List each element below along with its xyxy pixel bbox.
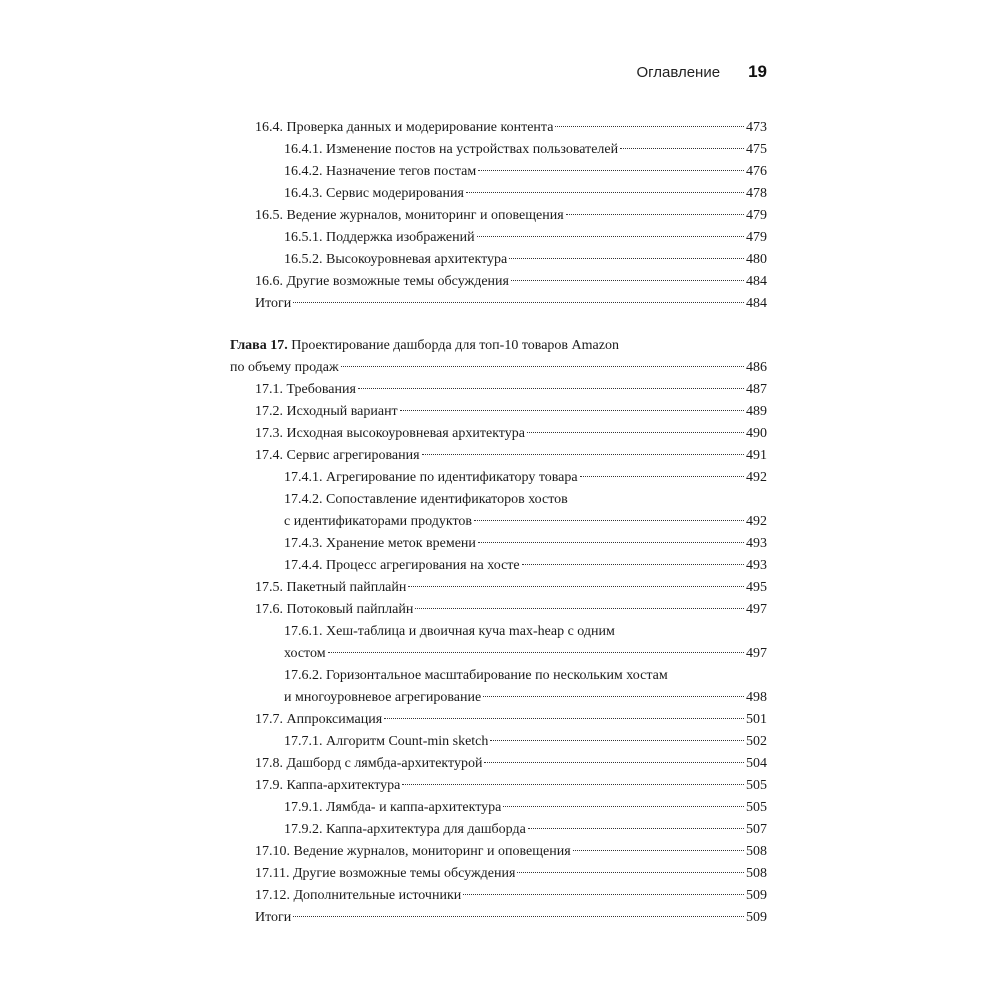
dot-leader <box>408 586 744 587</box>
dot-leader <box>490 740 744 741</box>
toc-entry-text: и многоуровневое агрегирование <box>284 690 482 705</box>
toc-entry[interactable] <box>230 775 767 797</box>
toc-entry[interactable] <box>230 205 767 227</box>
toc-entry-text: 16.5.2. Высокоуровневая архитектура <box>284 252 508 267</box>
toc-page-number: 501 <box>746 712 767 727</box>
toc-entry[interactable] <box>230 885 767 907</box>
toc-gap <box>230 315 767 335</box>
toc-entry-text: 17.4.3. Хранение меток времени <box>284 536 476 551</box>
toc-page-number: 509 <box>746 888 767 903</box>
toc-page-number: 509 <box>746 910 767 925</box>
dot-leader <box>415 608 744 609</box>
toc-page-number: 492 <box>746 514 767 529</box>
toc-entry[interactable] <box>230 819 767 841</box>
toc-entry[interactable] <box>230 841 767 863</box>
toc-page-number: 497 <box>746 646 767 661</box>
toc-entry-text: 17.4.1. Агрегирование по идентификатору товара <box>284 470 578 485</box>
toc-entry[interactable] <box>230 227 767 249</box>
toc-entry-text: 17.3. Исходная высокоуровневая архитектура <box>255 426 525 441</box>
toc-entry[interactable] <box>230 555 767 577</box>
toc-entry-text: 17.8. Дашборд с лямбда-архитектурой <box>255 756 483 771</box>
dot-leader <box>478 170 744 171</box>
toc-entry[interactable] <box>230 139 767 161</box>
toc-group-17b <box>230 533 767 621</box>
dot-leader <box>463 894 744 895</box>
toc-entry-text: 17.7.1. Алгоритм Count-min sketch <box>284 734 489 749</box>
dot-leader <box>503 806 744 807</box>
toc-page-number: 492 <box>746 470 767 485</box>
toc-group-17a <box>230 379 767 489</box>
toc-entry[interactable] <box>230 467 767 489</box>
toc-entry-text: 17.9.2. Каппа-архитектура для дашборда <box>284 822 526 837</box>
toc-entry-text: 16.4.1. Изменение постов на устройствах пользователей <box>284 142 619 157</box>
toc-entry[interactable] <box>230 445 767 467</box>
table-of-contents <box>230 117 767 929</box>
toc-entry-text: хостом <box>284 646 326 661</box>
toc-entry-text: 17.11. Другие возможные темы обсуждения <box>255 866 516 881</box>
toc-page-number: 505 <box>746 800 767 815</box>
toc-page-number: 478 <box>746 186 767 201</box>
toc-page-number: 484 <box>746 274 767 289</box>
toc-entry-text: с идентификаторами продуктов <box>284 514 473 529</box>
toc-entry-text: 17.12. Дополнительные источники <box>255 888 462 903</box>
chapter-title-line2: по объему продаж <box>230 360 339 375</box>
dot-leader <box>522 564 744 565</box>
toc-entry-17-4-2[interactable] <box>230 489 767 533</box>
dot-leader <box>580 476 744 477</box>
dot-leader <box>573 850 744 851</box>
dot-leader <box>293 302 744 303</box>
toc-page-number: 484 <box>746 296 767 311</box>
toc-entry[interactable] <box>230 863 767 885</box>
toc-group-17c <box>230 709 767 929</box>
toc-group-chapter-16 <box>230 117 767 315</box>
toc-entry[interactable] <box>230 161 767 183</box>
toc-entry-text: 17.5. Пакетный пайплайн <box>255 580 407 595</box>
toc-entry[interactable] <box>230 731 767 753</box>
toc-page-number: 495 <box>746 580 767 595</box>
toc-entry[interactable] <box>230 709 767 731</box>
toc-page-number: 479 <box>746 230 767 245</box>
toc-entry-line1: 17.4.2. Сопоставление идентификаторов хостов <box>284 492 568 507</box>
dot-leader <box>517 872 744 873</box>
toc-entry[interactable] <box>230 379 767 401</box>
chapter-title-line1: Проектирование дашборда для топ-10 товаров Amazon <box>291 338 619 353</box>
toc-entry-text: 17.9.1. Лямбда- и каппа-архитектура <box>284 800 502 815</box>
dot-leader <box>511 280 744 281</box>
toc-page-number: 479 <box>746 208 767 223</box>
dot-leader <box>341 366 744 367</box>
toc-page-number: 498 <box>746 690 767 705</box>
toc-chapter-17[interactable] <box>230 335 767 379</box>
toc-page-number: 490 <box>746 426 767 441</box>
toc-entry[interactable] <box>230 577 767 599</box>
toc-entry[interactable] <box>230 533 767 555</box>
dot-leader <box>328 652 744 653</box>
dot-leader <box>400 410 744 411</box>
toc-entry[interactable] <box>230 249 767 271</box>
toc-entry-text: 17.7. Аппроксимация <box>255 712 383 727</box>
toc-entry-line2 <box>230 687 767 709</box>
dot-leader <box>293 916 744 917</box>
toc-entry-line1: 17.6.2. Горизонтальное масштабирование по нескольким хостам <box>284 668 668 683</box>
toc-chapter-17-line2 <box>230 357 767 379</box>
dot-leader <box>509 258 744 259</box>
toc-page-number: 480 <box>746 252 767 267</box>
page-number: 19 <box>748 62 767 81</box>
toc-page-number: 486 <box>746 360 767 375</box>
toc-entry-text: 17.9. Каппа-архитектура <box>255 778 401 793</box>
toc-entry[interactable] <box>230 401 767 423</box>
toc-entry-text: Итоги <box>255 910 292 925</box>
toc-page-number: 502 <box>746 734 767 749</box>
dot-leader <box>620 148 744 149</box>
dot-leader <box>528 828 744 829</box>
toc-page-number: 504 <box>746 756 767 771</box>
dot-leader <box>474 520 744 521</box>
toc-entry-text: 17.6. Потоковый пайплайн <box>255 602 414 617</box>
toc-entry-text: 16.5.1. Поддержка изображений <box>284 230 475 245</box>
toc-page-number: 507 <box>746 822 767 837</box>
toc-entry-line2 <box>230 511 767 533</box>
toc-entry[interactable] <box>230 271 767 293</box>
toc-entry-text: 16.6. Другие возможные темы обсуждения <box>255 274 509 289</box>
toc-entry-17-6-2[interactable] <box>230 665 767 709</box>
toc-page-number: 473 <box>746 120 767 135</box>
chapter-label: Глава 17. <box>230 338 288 353</box>
dot-leader <box>466 192 744 193</box>
toc-entry-text: 17.4.4. Процесс агрегирования на хосте <box>284 558 520 573</box>
toc-page-number: 475 <box>746 142 767 157</box>
dot-leader <box>478 542 744 543</box>
toc-entry-text: 16.4.3. Сервис модерирования <box>284 186 464 201</box>
toc-entry-text: 17.1. Требования <box>255 382 356 397</box>
toc-entry[interactable] <box>230 183 767 205</box>
toc-page-number: 493 <box>746 558 767 573</box>
toc-page-number: 497 <box>746 602 767 617</box>
dot-leader <box>384 718 744 719</box>
dot-leader <box>483 696 744 697</box>
toc-entry[interactable] <box>230 797 767 819</box>
dot-leader <box>422 454 744 455</box>
toc-entry-text: Итоги <box>255 296 292 311</box>
running-header-title: Оглавление <box>636 64 721 81</box>
toc-entry[interactable] <box>230 753 767 775</box>
toc-entry-line1: 17.6.1. Хеш-таблица и двоичная куча max-heap с одним <box>284 624 615 639</box>
toc-entry[interactable] <box>230 293 767 315</box>
toc-entry[interactable] <box>230 907 767 929</box>
toc-page-number: 505 <box>746 778 767 793</box>
dot-leader <box>555 126 744 127</box>
running-header <box>230 62 767 88</box>
toc-entry-text: 17.4. Сервис агрегирования <box>255 448 420 463</box>
dot-leader <box>402 784 744 785</box>
toc-entry-text: 17.2. Исходный вариант <box>255 404 398 419</box>
dot-leader <box>484 762 744 763</box>
toc-page-number: 476 <box>746 164 767 179</box>
toc-entry-text: 16.4.2. Назначение тегов постам <box>284 164 477 179</box>
toc-page-number: 508 <box>746 866 767 881</box>
toc-entry[interactable] <box>230 423 767 445</box>
dot-leader <box>358 388 744 389</box>
toc-page-number: 491 <box>746 448 767 463</box>
toc-page-number: 489 <box>746 404 767 419</box>
toc-entry[interactable] <box>230 599 767 621</box>
dot-leader <box>477 236 744 237</box>
toc-entry-line2 <box>230 643 767 665</box>
toc-entry-text: 16.5. Ведение журналов, мониторинг и оповещения <box>255 208 564 223</box>
toc-page-number: 493 <box>746 536 767 551</box>
toc-entry-17-6-1[interactable] <box>230 621 767 665</box>
toc-entry-text: 16.4. Проверка данных и модерирование контента <box>255 120 554 135</box>
dot-leader <box>527 432 744 433</box>
toc-page-number: 487 <box>746 382 767 397</box>
toc-entry[interactable] <box>230 117 767 139</box>
toc-entry-text: 17.10. Ведение журналов, мониторинг и оповещения <box>255 844 571 859</box>
toc-page-number: 508 <box>746 844 767 859</box>
toc-chapter-17-line1 <box>230 335 767 357</box>
dot-leader <box>566 214 744 215</box>
